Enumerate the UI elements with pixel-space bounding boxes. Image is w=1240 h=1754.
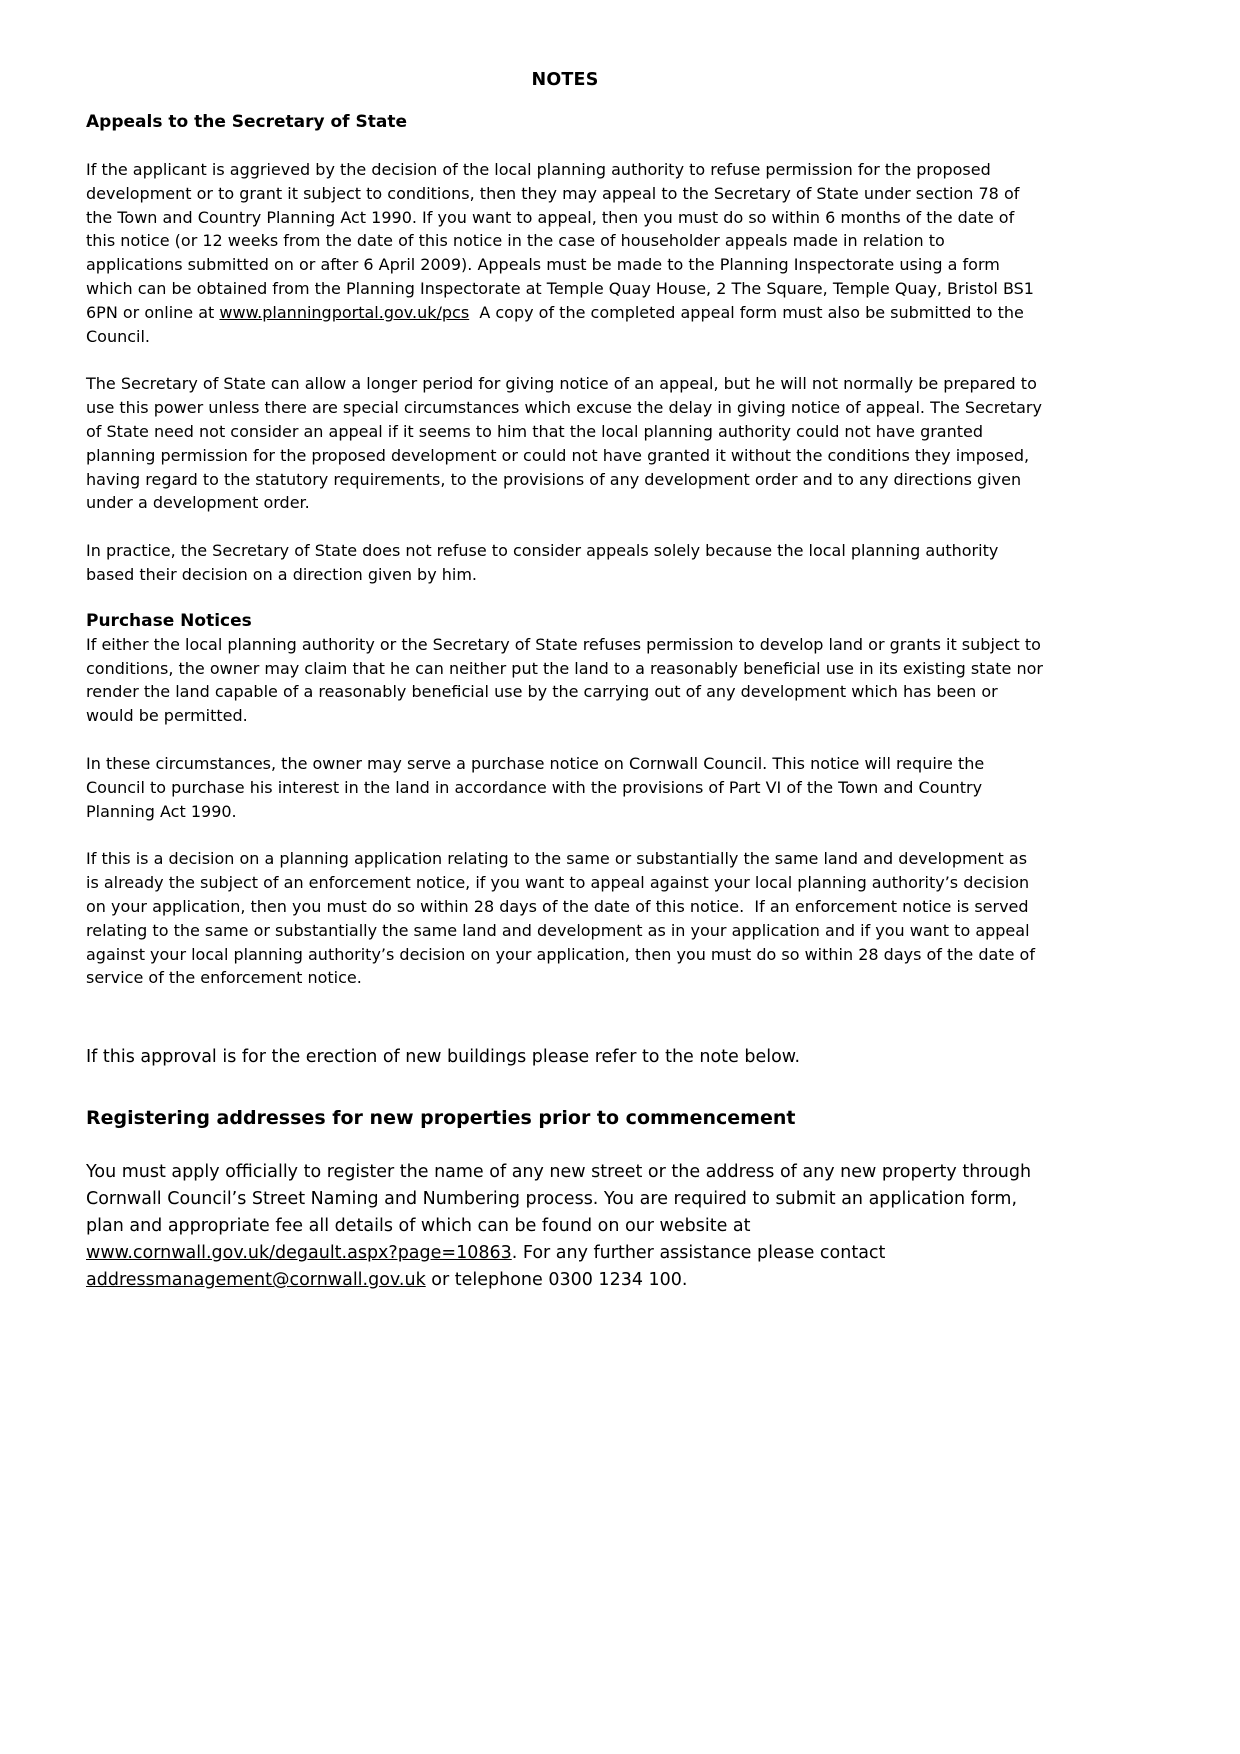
approval-note: If this approval is for the erection of new buildings please refer to the note below.: [86, 1047, 801, 1068]
appeals-paragraph-1: [86, 158, 1044, 348]
text-run: or telephone 0300 1234 100.: [425, 1270, 688, 1291]
section-purchase-notices: [86, 611, 1044, 990]
street-naming-page-link[interactable]: www.cornwall.gov.uk/degault.aspx?page=10863: [86, 1243, 512, 1264]
purchase-notices-heading: Purchase Notices: [86, 610, 252, 631]
purchase-notices-paragraph-3: If this is a decision on a planning application relating to the same or substantially the same land and development as is already the subject of an enforcement notice, if you want to appeal against your local planning authority’s decision on your application, then you must do so within 28 days of the date of this notice. If an enforcement notice is served relating to the same or substantially the same land and development as in your application and if you want to appeal against your local planning authority’s decision on your application, then you must do so within 28 days of the date of service of the enforcement notice.: [86, 849, 1035, 988]
registering-addresses-paragraph: [86, 1159, 1044, 1294]
document-content: [86, 70, 1044, 1294]
section-appeals: [86, 112, 1044, 587]
appeals-heading: Appeals to the Secretary of State: [86, 112, 407, 132]
page-title: NOTES: [531, 70, 599, 90]
registering-addresses-heading: Registering addresses for new properties prior to commencement: [86, 1107, 796, 1130]
text-run: If the applicant is aggrieved by the decision of the local planning authority to refuse permission for the proposed development or to grant it subject to conditions, then they may appeal to the Secretary of State under section 78 of the Town and Country Planning Act 1990. If you want to appeal, then you must do so within 6 months of the date of this notice (or 12 weeks from the date of this notice in the case of householder appeals made in relation to applications submitted on or after 6 April 2009). Appeals must be made to the Planning Inspectorate using a form which can be obtained from the Planning Inspectorate at Temple Quay House, 2 The Square, Temple Quay, Bristol BS1 6PN or online at: [86, 160, 1034, 322]
section-registering-addresses: [86, 1107, 1044, 1294]
appeals-paragraph-3: In practice, the Secretary of State does not refuse to consider appeals solely because the local planning authority based their decision on a direction given by him.: [86, 541, 999, 584]
address-management-email-link[interactable]: addressmanagement@cornwall.gov.uk: [86, 1270, 426, 1291]
purchase-notices-paragraph-1: If either the local planning authority or the Secretary of State refuses permission to develop land or grants it subject to conditions, the owner may claim that he can neither put the land to a reasonably beneficial use in its existing state nor render the land capable of a reasonably beneficial use by the carrying out of any development which has been or would be permitted.: [86, 634, 1043, 726]
text-run: You must apply officially to register the name of any new street or the address of any new property through Cornwall Council’s Street Naming and Numbering process. You are required to submit an application form, plan and appropriate fee all details of which can be found on our website at: [86, 1162, 1032, 1237]
planning-portal-link[interactable]: www.planningportal.gov.uk/pcs: [219, 302, 470, 322]
text-run: A copy of the completed appeal form must also be submitted to the Council.: [86, 302, 1024, 346]
text-run: . For any further assistance please contact: [511, 1243, 886, 1264]
purchase-notices-paragraph-2: In these circumstances, the owner may serve a purchase notice on Cornwall Council. This notice will require the Council to purchase his interest in the land in accordance with the provisions of Part VI of the Town and Country Planning Act 1990.: [86, 753, 985, 821]
appeals-paragraph-2: The Secretary of State can allow a longer period for giving notice of an appeal, but he will not normally be prepared to use this power unless there are special circumstances which excuse the delay in giving notice of appeal. The Secretary of State need not consider an appeal if it seems to him that the local planning authority could not have granted planning permission for the proposed development or could not have granted it without the conditions they imposed, having regard to the statutory requirements, to the provisions of any development order and to any directions given under a development order.: [86, 374, 1042, 513]
